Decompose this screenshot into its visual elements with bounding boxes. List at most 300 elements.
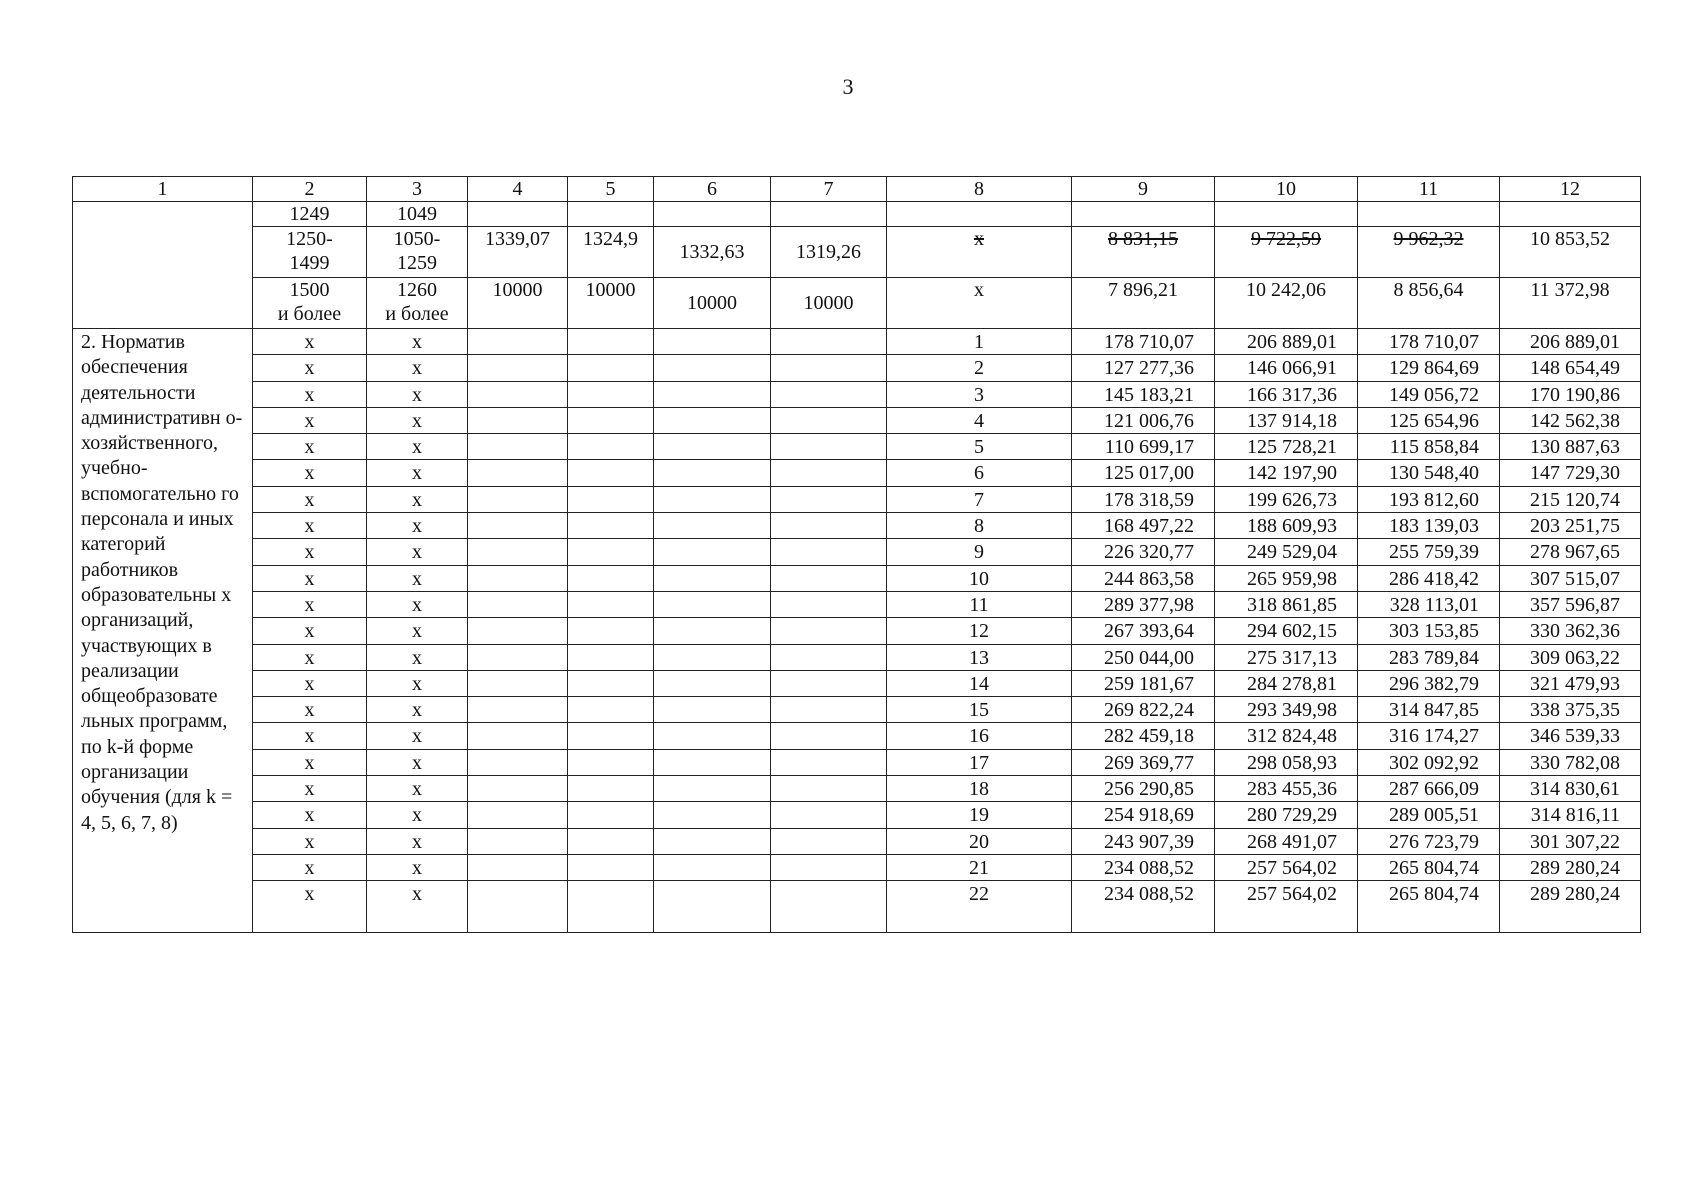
cell-col-3: x bbox=[367, 644, 468, 670]
cell-col-7 bbox=[771, 513, 887, 539]
cell-col-4 bbox=[468, 776, 568, 802]
cell-col-5 bbox=[568, 434, 654, 460]
cell-col-9: 178 710,07 bbox=[1072, 329, 1215, 355]
cell-col-8: 22 bbox=[887, 881, 1072, 933]
cell-col-8: 12 bbox=[887, 618, 1072, 644]
cell-col-8: 19 bbox=[887, 802, 1072, 828]
cell-col-6 bbox=[654, 644, 771, 670]
cell-col-11: 316 174,27 bbox=[1358, 723, 1500, 749]
cell-col-10: 293 349,98 bbox=[1215, 697, 1358, 723]
cell-col-3: x bbox=[367, 828, 468, 854]
cell-col-7 bbox=[771, 539, 887, 565]
cell-col-11: 178 710,07 bbox=[1358, 329, 1500, 355]
cell-col-5 bbox=[568, 565, 654, 591]
cell-col-11: 302 092,92 bbox=[1358, 749, 1500, 775]
cell-col-5 bbox=[568, 670, 654, 696]
cell-col-11: 9 962,32 bbox=[1358, 227, 1500, 278]
cell-col-6 bbox=[654, 460, 771, 486]
cell-col-7 bbox=[771, 723, 887, 749]
cell-col-11: 193 812,60 bbox=[1358, 486, 1500, 512]
cell-col-10: 318 861,85 bbox=[1215, 591, 1358, 617]
cell-col-4 bbox=[468, 539, 568, 565]
table-row bbox=[73, 355, 1641, 381]
cell-col-10: 257 564,02 bbox=[1215, 881, 1358, 933]
cell-col-4 bbox=[468, 486, 568, 512]
cell-col-10: 188 609,93 bbox=[1215, 513, 1358, 539]
cell-col-3: x bbox=[367, 355, 468, 381]
cell-col-10: 280 729,29 bbox=[1215, 802, 1358, 828]
cell-col-12: 338 375,35 bbox=[1500, 697, 1641, 723]
cell-col-4 bbox=[468, 828, 568, 854]
cell-col-2: x bbox=[253, 539, 367, 565]
cell-col-3: x bbox=[367, 854, 468, 880]
cell-col-12: 330 782,08 bbox=[1500, 749, 1641, 775]
page-number: 3 bbox=[842, 74, 854, 99]
group-row bbox=[73, 278, 1641, 329]
cell-col-5 bbox=[568, 381, 654, 407]
cell-col-10: 257 564,02 bbox=[1215, 854, 1358, 880]
normatives-table bbox=[72, 176, 1641, 933]
cell-col-7 bbox=[771, 355, 887, 381]
column-number-9: 9 bbox=[1072, 177, 1215, 202]
cell-col-7: 10000 bbox=[771, 278, 887, 329]
cell-col-5 bbox=[568, 828, 654, 854]
table-row bbox=[73, 802, 1641, 828]
cell-col-8: 10 bbox=[887, 565, 1072, 591]
cell-col-2: x bbox=[253, 749, 367, 775]
cell-col-6 bbox=[654, 434, 771, 460]
cell-col-5: 1324,9 bbox=[568, 227, 654, 278]
table-row bbox=[73, 723, 1641, 749]
cell-col-3: x bbox=[367, 539, 468, 565]
cell-col-10: 298 058,93 bbox=[1215, 749, 1358, 775]
cell-col-2: x bbox=[253, 670, 367, 696]
cell-col-5 bbox=[568, 539, 654, 565]
cell-col-7 bbox=[771, 697, 887, 723]
cell-col-12: 346 539,33 bbox=[1500, 723, 1641, 749]
cell-col-9: 234 088,52 bbox=[1072, 881, 1215, 933]
table-row bbox=[73, 381, 1641, 407]
cell-col-2: x bbox=[253, 513, 367, 539]
cell-col-11: 115 858,84 bbox=[1358, 434, 1500, 460]
cell-col-4 bbox=[468, 407, 568, 433]
cell-col-6 bbox=[654, 539, 771, 565]
cell-col-9: 125 017,00 bbox=[1072, 460, 1215, 486]
cell-col-3: x bbox=[367, 618, 468, 644]
cell-col-6 bbox=[654, 591, 771, 617]
cell-col-3: 1049 bbox=[367, 202, 468, 227]
cell-col-9: 168 497,22 bbox=[1072, 513, 1215, 539]
cell-col-11: 303 153,85 bbox=[1358, 618, 1500, 644]
cell-col-12: 309 063,22 bbox=[1500, 644, 1641, 670]
cell-col-12: 203 251,75 bbox=[1500, 513, 1641, 539]
cell-col-5 bbox=[568, 513, 654, 539]
cell-col-3: x bbox=[367, 881, 468, 933]
cell-col-10: 10 242,06 bbox=[1215, 278, 1358, 329]
cell-col-9: 256 290,85 bbox=[1072, 776, 1215, 802]
column-number-2: 2 bbox=[253, 177, 367, 202]
cell-col-4 bbox=[468, 723, 568, 749]
cell-col-6 bbox=[654, 881, 771, 933]
cell-col-7 bbox=[771, 434, 887, 460]
cell-col-11 bbox=[1358, 202, 1500, 227]
cell-col-4 bbox=[468, 802, 568, 828]
cell-col-11: 265 804,74 bbox=[1358, 881, 1500, 933]
cell-col-12: 142 562,38 bbox=[1500, 407, 1641, 433]
cell-col-2: x bbox=[253, 565, 367, 591]
column-number-7: 7 bbox=[771, 177, 887, 202]
cell-col-11: 314 847,85 bbox=[1358, 697, 1500, 723]
cell-col-8: 14 bbox=[887, 670, 1072, 696]
table-row bbox=[73, 854, 1641, 880]
cell-col-6: 1332,63 bbox=[654, 227, 771, 278]
cell-col-5 bbox=[568, 618, 654, 644]
cell-col-10: 166 317,36 bbox=[1215, 381, 1358, 407]
cell-col-12: 148 654,49 bbox=[1500, 355, 1641, 381]
cell-col-5 bbox=[568, 591, 654, 617]
cell-col-9: 8 831,15 bbox=[1072, 227, 1215, 278]
table-row bbox=[73, 644, 1641, 670]
cell-col-3: x bbox=[367, 460, 468, 486]
cell-col-5 bbox=[568, 854, 654, 880]
cell-col-2: x bbox=[253, 828, 367, 854]
cell-col-6 bbox=[654, 329, 771, 355]
cell-col-11: 296 382,79 bbox=[1358, 670, 1500, 696]
column-number-3: 3 bbox=[367, 177, 468, 202]
cell-col-7 bbox=[771, 381, 887, 407]
cell-col-5 bbox=[568, 486, 654, 512]
cell-col-3: x bbox=[367, 723, 468, 749]
cell-col-12: 289 280,24 bbox=[1500, 854, 1641, 880]
cell-col-9: 226 320,77 bbox=[1072, 539, 1215, 565]
cell-col-2: x bbox=[253, 460, 367, 486]
cell-col-12 bbox=[1500, 202, 1641, 227]
cell-col-10: 294 602,15 bbox=[1215, 618, 1358, 644]
cell-col-12: 215 120,74 bbox=[1500, 486, 1641, 512]
cell-col-8: 5 bbox=[887, 434, 1072, 460]
cell-col-12: 330 362,36 bbox=[1500, 618, 1641, 644]
table-row bbox=[73, 881, 1641, 933]
cell-col-11: 130 548,40 bbox=[1358, 460, 1500, 486]
cell-col-5 bbox=[568, 697, 654, 723]
table-row bbox=[73, 697, 1641, 723]
cell-col-7 bbox=[771, 670, 887, 696]
cell-col-11: 255 759,39 bbox=[1358, 539, 1500, 565]
cell-col-5 bbox=[568, 407, 654, 433]
cell-col-9: 254 918,69 bbox=[1072, 802, 1215, 828]
cell-col-6: 10000 bbox=[654, 278, 771, 329]
cell-col-7 bbox=[771, 854, 887, 880]
table-row bbox=[73, 565, 1641, 591]
cell-col-5 bbox=[568, 776, 654, 802]
cell-col-8 bbox=[887, 202, 1072, 227]
cell-col-2: x bbox=[253, 591, 367, 617]
cell-col-2: 1249 bbox=[253, 202, 367, 227]
cell-col-10: 268 491,07 bbox=[1215, 828, 1358, 854]
cell-col-5 bbox=[568, 749, 654, 775]
cell-col-12: 357 596,87 bbox=[1500, 591, 1641, 617]
section-label: 2. Норматив обеспечения деятельности административн о-хозяйственного, учебно-вспомогательно го персонала и иных категорий работников образовательны х организаций, участвующих в реализации общеобразовате льных программ, по k-й форме организации обучения (для k = 4, 5, 6, 7, 8) bbox=[73, 329, 253, 933]
cell-col-4 bbox=[468, 749, 568, 775]
cell-col-3: x bbox=[367, 381, 468, 407]
cell-col-4 bbox=[468, 381, 568, 407]
cell-col-3: 1260 и более bbox=[367, 278, 468, 329]
cell-col-2: x bbox=[253, 802, 367, 828]
cell-col-11: 276 723,79 bbox=[1358, 828, 1500, 854]
column-number-row bbox=[73, 177, 1641, 202]
cell-col-7 bbox=[771, 329, 887, 355]
cell-col-3: x bbox=[367, 749, 468, 775]
group-row bbox=[73, 227, 1641, 278]
table-row bbox=[73, 486, 1641, 512]
cell-col-2: x bbox=[253, 618, 367, 644]
cell-col-7 bbox=[771, 618, 887, 644]
cell-col-3: 1050- 1259 bbox=[367, 227, 468, 278]
cell-col-12: 289 280,24 bbox=[1500, 881, 1641, 933]
cell-col-8: 7 bbox=[887, 486, 1072, 512]
cell-col-5 bbox=[568, 723, 654, 749]
cell-col-5 bbox=[568, 802, 654, 828]
cell-col-4 bbox=[468, 670, 568, 696]
cell-col-8: x bbox=[887, 278, 1072, 329]
cell-col-5 bbox=[568, 881, 654, 933]
cell-col-3: x bbox=[367, 591, 468, 617]
cell-col-6 bbox=[654, 486, 771, 512]
cell-col-7 bbox=[771, 828, 887, 854]
cell-col-3: x bbox=[367, 407, 468, 433]
normatives-table-container bbox=[72, 176, 1640, 933]
cell-col-5: 10000 bbox=[568, 278, 654, 329]
cell-col-8: 17 bbox=[887, 749, 1072, 775]
cell-col-8: 18 bbox=[887, 776, 1072, 802]
cell-col-6 bbox=[654, 618, 771, 644]
cell-col-4 bbox=[468, 854, 568, 880]
cell-col-6 bbox=[654, 355, 771, 381]
cell-col-10: 249 529,04 bbox=[1215, 539, 1358, 565]
cell-col-2: x bbox=[253, 776, 367, 802]
table-row bbox=[73, 828, 1641, 854]
cell-col-4 bbox=[468, 355, 568, 381]
cell-col-8: 4 bbox=[887, 407, 1072, 433]
cell-col-6 bbox=[654, 670, 771, 696]
column-number-6: 6 bbox=[654, 177, 771, 202]
cell-col-4 bbox=[468, 591, 568, 617]
cell-col-8: x bbox=[887, 227, 1072, 278]
cell-col-2: 1250- 1499 bbox=[253, 227, 367, 278]
cell-col-4 bbox=[468, 644, 568, 670]
cell-col-8: 16 bbox=[887, 723, 1072, 749]
column-number-4: 4 bbox=[468, 177, 568, 202]
cell-col-2: x bbox=[253, 434, 367, 460]
cell-col-7 bbox=[771, 881, 887, 933]
cell-col-7 bbox=[771, 565, 887, 591]
cell-col-5 bbox=[568, 355, 654, 381]
table-row bbox=[73, 670, 1641, 696]
table-row bbox=[73, 591, 1641, 617]
cell-col-6 bbox=[654, 749, 771, 775]
cell-col-9: 267 393,64 bbox=[1072, 618, 1215, 644]
group-row bbox=[73, 202, 1641, 227]
cell-col-9: 127 277,36 bbox=[1072, 355, 1215, 381]
table-row bbox=[73, 776, 1641, 802]
cell-col-2: x bbox=[253, 355, 367, 381]
cell-col-10: 283 455,36 bbox=[1215, 776, 1358, 802]
cell-col-9: 244 863,58 bbox=[1072, 565, 1215, 591]
cell-col-11: 283 789,84 bbox=[1358, 644, 1500, 670]
cell-col-2: 1500 и более bbox=[253, 278, 367, 329]
cell-col-6 bbox=[654, 854, 771, 880]
cell-col-6 bbox=[654, 697, 771, 723]
cell-col-10 bbox=[1215, 202, 1358, 227]
cell-col-9: 289 377,98 bbox=[1072, 591, 1215, 617]
cell-col-12: 301 307,22 bbox=[1500, 828, 1641, 854]
table-row bbox=[73, 539, 1641, 565]
cell-col-3: x bbox=[367, 486, 468, 512]
cell-col-6 bbox=[654, 202, 771, 227]
cell-col-9: 234 088,52 bbox=[1072, 854, 1215, 880]
cell-col-2: x bbox=[253, 329, 367, 355]
cell-col-12: 278 967,65 bbox=[1500, 539, 1641, 565]
cell-col-9: 250 044,00 bbox=[1072, 644, 1215, 670]
group-label-cell bbox=[73, 202, 253, 329]
cell-col-11: 287 666,09 bbox=[1358, 776, 1500, 802]
table-row bbox=[73, 513, 1641, 539]
cell-col-7 bbox=[771, 202, 887, 227]
column-number-8: 8 bbox=[887, 177, 1072, 202]
cell-col-11: 286 418,42 bbox=[1358, 565, 1500, 591]
column-number-10: 10 bbox=[1215, 177, 1358, 202]
cell-col-10: 137 914,18 bbox=[1215, 407, 1358, 433]
cell-col-6 bbox=[654, 802, 771, 828]
table-row bbox=[73, 434, 1641, 460]
cell-col-9: 259 181,67 bbox=[1072, 670, 1215, 696]
cell-col-10: 312 824,48 bbox=[1215, 723, 1358, 749]
column-number-1: 1 bbox=[73, 177, 253, 202]
cell-col-4 bbox=[468, 460, 568, 486]
cell-col-12: 130 887,63 bbox=[1500, 434, 1641, 460]
cell-col-3: x bbox=[367, 776, 468, 802]
cell-col-9: 145 183,21 bbox=[1072, 381, 1215, 407]
cell-col-11: 8 856,64 bbox=[1358, 278, 1500, 329]
cell-col-10: 146 066,91 bbox=[1215, 355, 1358, 381]
cell-col-6 bbox=[654, 381, 771, 407]
cell-col-6 bbox=[654, 513, 771, 539]
cell-col-10: 9 722,59 bbox=[1215, 227, 1358, 278]
cell-col-4: 1339,07 bbox=[468, 227, 568, 278]
cell-col-3: x bbox=[367, 670, 468, 696]
cell-col-12: 206 889,01 bbox=[1500, 329, 1641, 355]
cell-col-8: 21 bbox=[887, 854, 1072, 880]
cell-col-9: 243 907,39 bbox=[1072, 828, 1215, 854]
cell-col-10: 199 626,73 bbox=[1215, 486, 1358, 512]
cell-col-6 bbox=[654, 776, 771, 802]
cell-col-7 bbox=[771, 460, 887, 486]
cell-col-3: x bbox=[367, 697, 468, 723]
cell-col-12: 10 853,52 bbox=[1500, 227, 1641, 278]
cell-col-5 bbox=[568, 329, 654, 355]
cell-col-7 bbox=[771, 591, 887, 617]
cell-col-7 bbox=[771, 644, 887, 670]
cell-col-10: 275 317,13 bbox=[1215, 644, 1358, 670]
cell-col-8: 2 bbox=[887, 355, 1072, 381]
cell-col-8: 13 bbox=[887, 644, 1072, 670]
cell-col-10: 284 278,81 bbox=[1215, 670, 1358, 696]
cell-col-12: 11 372,98 bbox=[1500, 278, 1641, 329]
cell-col-2: x bbox=[253, 644, 367, 670]
cell-col-2: x bbox=[253, 407, 367, 433]
cell-col-2: x bbox=[253, 881, 367, 933]
cell-col-9 bbox=[1072, 202, 1215, 227]
table-row bbox=[73, 329, 1641, 355]
cell-col-8: 8 bbox=[887, 513, 1072, 539]
column-number-5: 5 bbox=[568, 177, 654, 202]
cell-col-6 bbox=[654, 407, 771, 433]
cell-col-6 bbox=[654, 828, 771, 854]
cell-col-5 bbox=[568, 202, 654, 227]
cell-col-8: 6 bbox=[887, 460, 1072, 486]
cell-col-9: 269 822,24 bbox=[1072, 697, 1215, 723]
cell-col-11: 289 005,51 bbox=[1358, 802, 1500, 828]
cell-col-2: x bbox=[253, 381, 367, 407]
cell-col-10: 206 889,01 bbox=[1215, 329, 1358, 355]
cell-col-9: 110 699,17 bbox=[1072, 434, 1215, 460]
cell-col-3: x bbox=[367, 513, 468, 539]
cell-col-2: x bbox=[253, 697, 367, 723]
table-row bbox=[73, 460, 1641, 486]
cell-col-5 bbox=[568, 460, 654, 486]
cell-col-11: 328 113,01 bbox=[1358, 591, 1500, 617]
cell-col-12: 314 816,11 bbox=[1500, 802, 1641, 828]
cell-col-4 bbox=[468, 565, 568, 591]
column-number-11: 11 bbox=[1358, 177, 1500, 202]
cell-col-11: 129 864,69 bbox=[1358, 355, 1500, 381]
cell-col-7 bbox=[771, 776, 887, 802]
cell-col-8: 3 bbox=[887, 381, 1072, 407]
cell-col-7 bbox=[771, 407, 887, 433]
column-number-12: 12 bbox=[1500, 177, 1641, 202]
cell-col-12: 314 830,61 bbox=[1500, 776, 1641, 802]
cell-col-11: 265 804,74 bbox=[1358, 854, 1500, 880]
cell-col-3: x bbox=[367, 565, 468, 591]
cell-col-9: 178 318,59 bbox=[1072, 486, 1215, 512]
cell-col-8: 11 bbox=[887, 591, 1072, 617]
table-row bbox=[73, 407, 1641, 433]
cell-col-4 bbox=[468, 697, 568, 723]
cell-col-7 bbox=[771, 802, 887, 828]
table-row bbox=[73, 749, 1641, 775]
cell-col-3: x bbox=[367, 434, 468, 460]
cell-col-12: 170 190,86 bbox=[1500, 381, 1641, 407]
cell-col-11: 183 139,03 bbox=[1358, 513, 1500, 539]
cell-col-2: x bbox=[253, 486, 367, 512]
cell-col-9: 269 369,77 bbox=[1072, 749, 1215, 775]
cell-col-8: 1 bbox=[887, 329, 1072, 355]
cell-col-10: 142 197,90 bbox=[1215, 460, 1358, 486]
cell-col-12: 147 729,30 bbox=[1500, 460, 1641, 486]
cell-col-8: 15 bbox=[887, 697, 1072, 723]
cell-col-4 bbox=[468, 881, 568, 933]
cell-col-12: 321 479,93 bbox=[1500, 670, 1641, 696]
cell-col-4 bbox=[468, 618, 568, 644]
cell-col-2: x bbox=[253, 854, 367, 880]
cell-col-7: 1319,26 bbox=[771, 227, 887, 278]
cell-col-4 bbox=[468, 329, 568, 355]
cell-col-9: 7 896,21 bbox=[1072, 278, 1215, 329]
cell-col-4: 10000 bbox=[468, 278, 568, 329]
cell-col-4 bbox=[468, 202, 568, 227]
cell-col-7 bbox=[771, 486, 887, 512]
cell-col-10: 265 959,98 bbox=[1215, 565, 1358, 591]
